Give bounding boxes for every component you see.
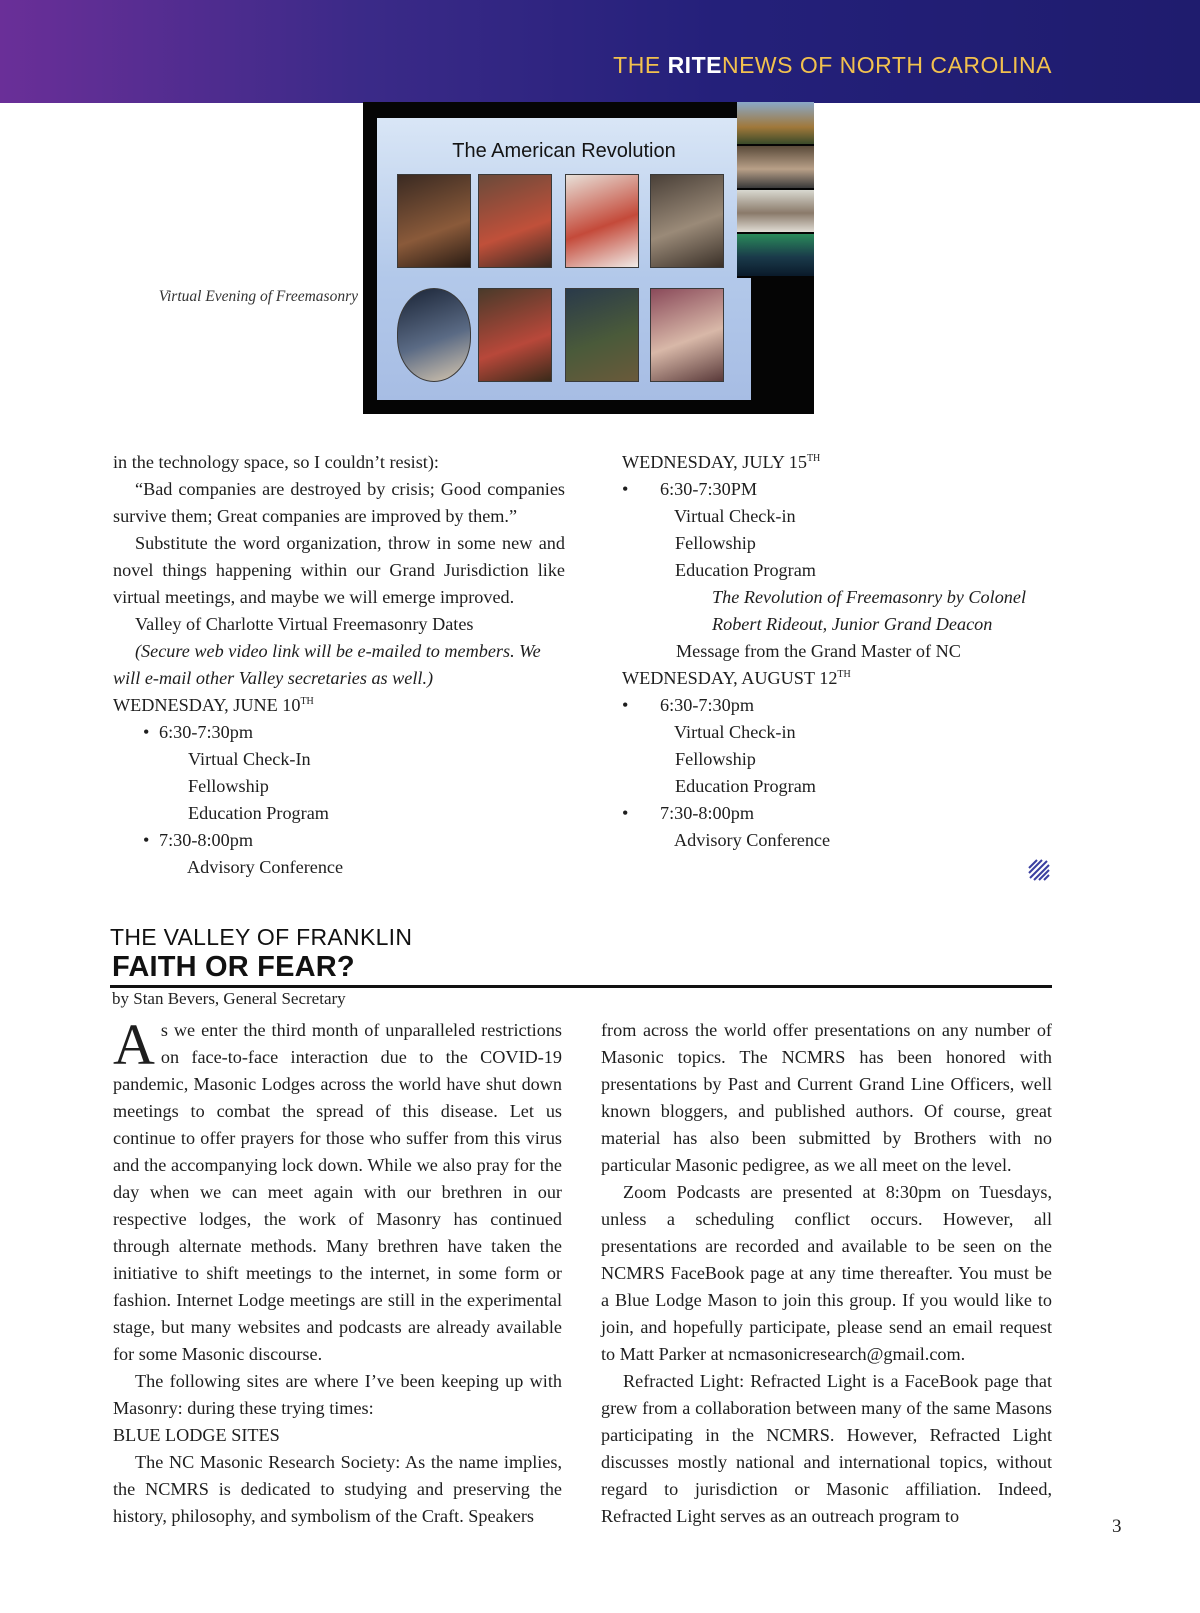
participant-video	[737, 234, 814, 278]
article-kicker: THE VALLEY OF FRANKLIN	[110, 924, 413, 950]
article-left-column	[113, 1012, 562, 1530]
schedule-item	[113, 827, 565, 854]
portrait-image	[478, 288, 552, 382]
schedule-item	[113, 719, 565, 746]
bullet-icon: •	[622, 695, 629, 715]
publication-title: THE RITENEWS OF NORTH CAROLINA	[613, 52, 1052, 78]
schedule-detail: Education Program	[675, 560, 816, 580]
article-paragraph: from across the world offer presentations on any number of Masonic topics. The NCMRS has been honored with presentations by Past and Current Grand Line Officers, well known bloggers, and published authors. Of course, great material has also been submitted by Brothers with no particular Masonic pedigree, as we all meet on the level.	[601, 1020, 1052, 1175]
schedule-left-column	[113, 449, 565, 881]
talk-title: Robert Rideout, Junior Grand Deacon	[712, 614, 993, 634]
schedule-detail: Education Program	[188, 803, 329, 823]
schedule-detail: Virtual Check-In	[188, 749, 311, 769]
slide-title: The American Revolution	[452, 140, 676, 162]
schedule-right-column	[622, 449, 1062, 854]
schedule-detail: Message from the Grand Master of NC	[676, 641, 961, 661]
article-byline: by Stan Bevers, General Secretary	[112, 989, 346, 1008]
schedule-detail: Advisory Conference	[187, 857, 344, 877]
presentation-slide	[377, 118, 751, 400]
participant-video	[737, 102, 814, 146]
header-banner	[0, 0, 1200, 103]
body-text: Valley of Charlotte Virtual Freemasonry Dates	[135, 614, 474, 634]
schedule-detail: Fellowship	[675, 533, 756, 553]
section-label: BLUE LODGE SITES	[113, 1425, 280, 1445]
schedule-time: 7:30-8:00pm	[159, 830, 253, 850]
portrait-image	[650, 174, 724, 268]
quote-text: “Bad companies are destroyed by crisis; Good companies survive them; Great companies are improved by them.”	[113, 479, 565, 526]
schedule-item	[622, 476, 1062, 503]
schedule-time: 6:30-7:30pm	[660, 695, 754, 715]
schedule-time: 6:30-7:30pm	[159, 722, 253, 742]
schedule-detail: Fellowship	[675, 749, 756, 769]
bullet-icon: •	[622, 479, 629, 499]
portrait-image	[478, 174, 552, 268]
article-right-column	[601, 1017, 1052, 1530]
participant-video	[737, 146, 814, 190]
schedule-item	[622, 692, 1062, 719]
schedule-detail: Virtual Check-in	[674, 506, 796, 526]
schedule-detail: Education Program	[675, 776, 816, 796]
portrait-image	[650, 288, 724, 382]
end-mark-icon	[1028, 859, 1050, 881]
schedule-detail: Advisory Conference	[674, 830, 831, 850]
article-paragraph: Refracted Light: Refracted Light is a FaceBook page that grew from a collaboration between many of the same Masons participating in the NCMRS. However, Refracted Light discusses mostly national and international topics, without regard to jurisdiction or Masonic affiliation. Indeed, Refracted Light serves as an outreach program to	[601, 1371, 1052, 1526]
portrait-image	[565, 288, 639, 382]
portrait-image	[397, 288, 471, 382]
portrait-image	[565, 174, 639, 268]
portrait-image	[397, 174, 471, 268]
participant-video	[737, 190, 814, 234]
body-text: in the technology space, so I couldn’t resist):	[113, 452, 439, 472]
bullet-icon: •	[622, 803, 629, 823]
article-paragraph: The following sites are where I’ve been keeping up with Masonry: during these trying times:	[113, 1371, 562, 1418]
talk-title: The Revolution of Freemasonry by Colonel	[712, 587, 1027, 607]
body-text: Substitute the word organization, throw in some new and novel things happening within our Grand Jurisdiction like virtual meetings, and maybe we will emerge improved.	[113, 533, 565, 607]
schedule-time: 6:30-7:30PM	[660, 479, 758, 499]
virtual-meeting-screenshot	[363, 102, 814, 414]
headline-rule	[110, 985, 1052, 988]
drop-cap: A	[113, 1012, 155, 1077]
schedule-detail: Fellowship	[188, 776, 269, 796]
video-participant-thumbnails	[737, 102, 814, 278]
event-date: WEDNESDAY, JULY 15TH	[622, 452, 821, 472]
photo-caption: Virtual Evening of Freemasonry	[158, 288, 358, 305]
bullet-icon: •	[143, 830, 150, 850]
schedule-item	[622, 800, 1062, 827]
schedule-time: 7:30-8:00pm	[660, 803, 754, 823]
event-date: WEDNESDAY, JUNE 10TH	[113, 695, 314, 715]
article-paragraph: As we enter the third month of unparalleled restrictions on face-to-face interaction due to the COVID-19 pandemic, Masonic Lodges across the world have shut down meetings to combat the spread of this disease. Let us continue to offer prayers for those who suffer from this virus and the accompanying lock down. While we also pray for the day when we can meet again with our brethren in our respective lodges, the work of Masonry has continued through alternate methods. Many brethren have taken the initiative to shift meetings to the internet, in some form or fashion. Internet Lodge meetings are still in the experimental stage, but many websites and podcasts are already available for some Masonic discourse.	[113, 1012, 562, 1364]
article-paragraph: Zoom Podcasts are presented at 8:30pm on Tuesdays, unless a scheduling conflict occurs. However, all presentations are recorded and available to be seen on the NCMRS FaceBook page at any time thereafter. You must be a Blue Lodge Mason to join this group. If you would like to join, and hopefully participate, please send an email request to Matt Parker at ncmasonicresearch@gmail.com.	[601, 1182, 1052, 1364]
bullet-icon: •	[143, 722, 150, 742]
page-number: 3	[1112, 1516, 1122, 1537]
schedule-detail: Virtual Check-in	[674, 722, 796, 742]
note-text: (Secure web video link will be e-mailed to members. We will e-mail other Valley secretaries as well.)	[113, 641, 541, 688]
event-date: WEDNESDAY, AUGUST 12TH	[622, 668, 851, 688]
article-paragraph: The NC Masonic Research Society: As the name implies, the NCMRS is dedicated to studying and preserving the history, philosophy, and symbolism of the Craft. Speakers	[113, 1452, 562, 1526]
article-headline: FAITH OR FEAR?	[112, 951, 355, 983]
